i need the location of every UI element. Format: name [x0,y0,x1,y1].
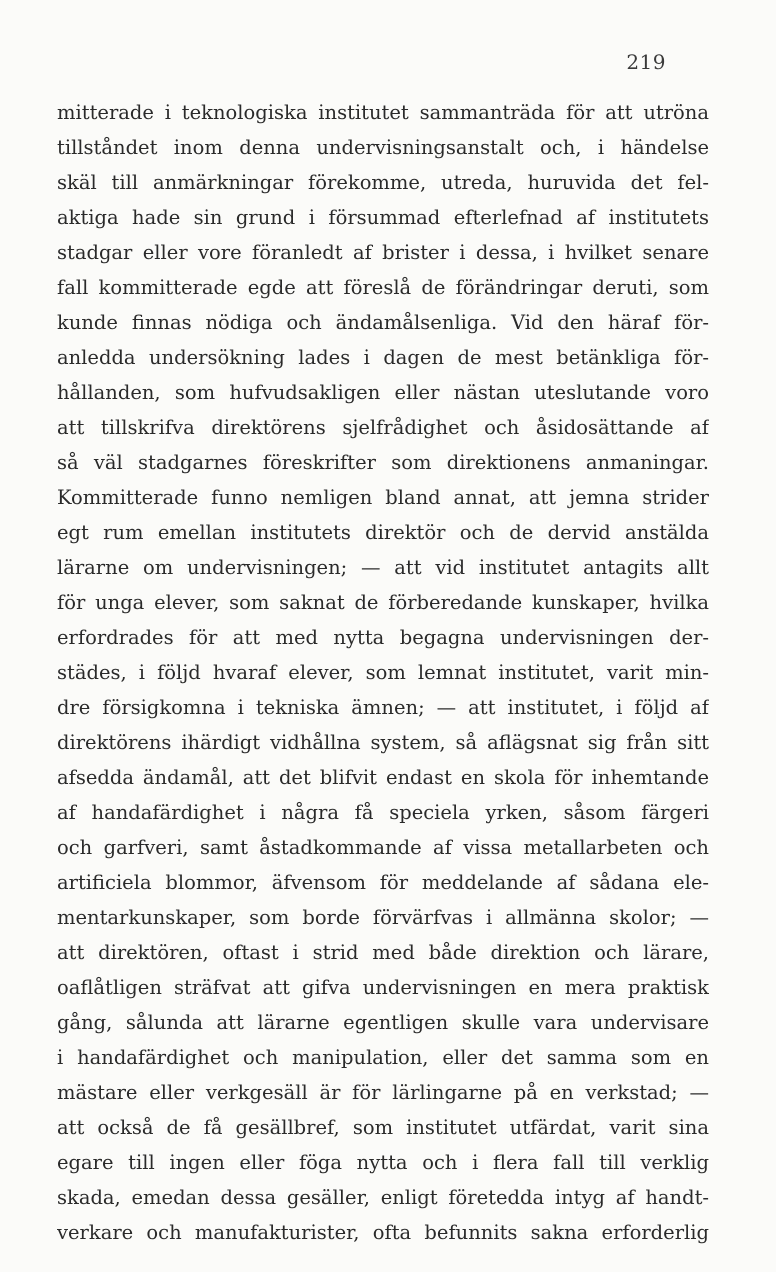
text-line: städes, i följd hvaraf elever, som lemnat institutet, varit min- [57,661,709,684]
text-line: gång, sålunda att lärarne egentligen skulle vara undervisare [57,1011,709,1034]
text-line: att tillskrifva direktörens sjelfrådighet och åsidosättande af [57,416,709,439]
text-line: lärarne om undervisningen; — att vid institutet antagits allt [57,556,709,579]
text-line: Kommitterade funno nemligen bland annat, att jemna strider [57,486,709,509]
text-line: för unga elever, som saknat de förberedande kunskaper, hvilka [57,591,709,614]
text-line: mästare eller verkgesäll är för lärlingarne på en verkstad; — [57,1081,709,1104]
text-line: erfordrades för att med nytta begagna undervisningen der- [57,626,709,649]
text-line: artificiela blommor, äfvensom för meddelande af sådana ele- [57,871,709,894]
text-line: stadgar eller vore föranledt af brister i dessa, i hvilket senare [57,241,709,264]
text-line: egare till ingen eller föga nytta och i flera fall till verklig [57,1151,709,1174]
text-line: fall kommitterade egde att föreslå de förändringar deruti, som [57,276,709,299]
text-line: afsedda ändamål, att det blifvit endast en skola för inhemtande [57,766,709,789]
text-line: mitterade i teknologiska institutet sammanträda för att utröna [57,101,709,124]
text-line: och garfveri, samt åstadkommande af vissa metallarbeten och [57,836,709,859]
text-line: mentarkunskaper, som borde förvärfvas i allmänna skolor; — [57,906,709,929]
page-number: 219 [626,50,666,74]
text-line: anledda undersökning lades i dagen de mest betänkliga för- [57,346,709,369]
text-line: oaflåtligen sträfvat att gifva undervisningen en mera praktisk [57,976,709,999]
text-line: att direktören, oftast i strid med både direktion och lärare, [57,941,709,964]
text-line: i handafärdighet och manipulation, eller det samma som en [57,1046,709,1069]
text-line: egt rum emellan institutets direktör och de dervid anstälda [57,521,709,544]
text-line: direktörens ihärdigt vidhållna system, så aflägsnat sig från sitt [57,731,709,754]
text-line: kunde finnas nödiga och ändamålsenliga. Vid den häraf för- [57,311,709,334]
body-text [57,95,709,1250]
text-line: dre försigkomna i tekniska ämnen; — att institutet, i följd af [57,696,709,719]
text-line: så väl stadgarnes föreskrifter som direktionens anmaningar. [57,451,709,474]
text-line: aktiga hade sin grund i försummad efterlefnad af institutets [57,206,709,229]
text-line: tillståndet inom denna undervisningsanstalt och, i händelse [57,136,709,159]
text-line: verkare och manufakturister, ofta befunnits sakna erforderlig [57,1221,709,1244]
text-line: skada, emedan dessa gesäller, enligt företedda intyg af handt- [57,1186,709,1209]
text-line: hållanden, som hufvudsakligen eller nästan uteslutande voro [57,381,709,404]
text-line: af handafärdighet i några få speciela yrken, såsom färgeri [57,801,709,824]
text-line: skäl till anmärkningar förekomme, utreda, huruvida det fel- [57,171,709,194]
text-line: att också de få gesällbref, som institutet utfärdat, varit sina [57,1116,709,1139]
